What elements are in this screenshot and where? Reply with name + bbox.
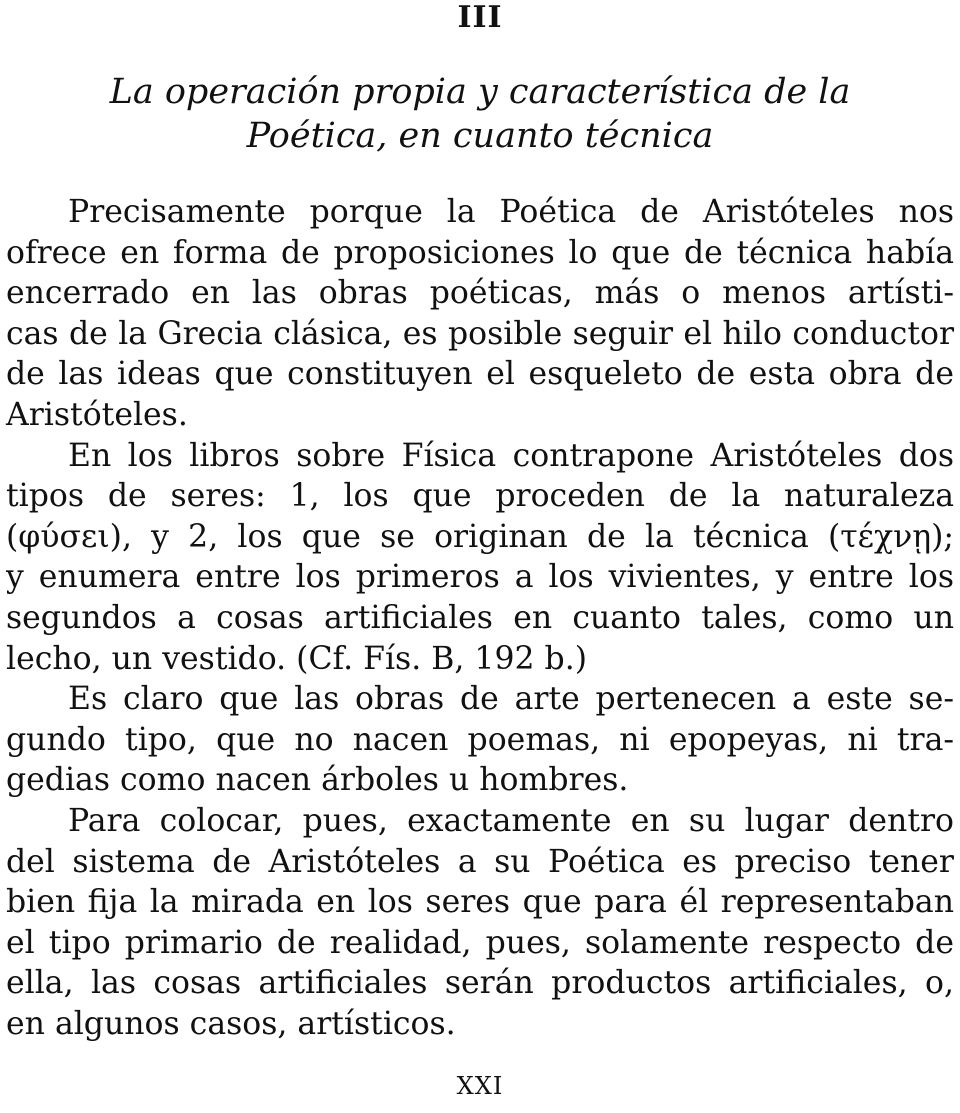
text-line: tipos de seres: 1, los que proceden de la naturaleza <box>6 478 954 515</box>
text-line: encerrado en las obras poéticas, más o menos artísti- <box>6 275 954 312</box>
text-line: lecho, un vestido. (Cf. Fís. B, 192 b.) <box>6 640 588 677</box>
body-text <box>6 192 954 1044</box>
text-line: Es claro que las obras de arte pertenecen a este se- <box>68 681 954 718</box>
text-line: en algunos casos, artísticos. <box>6 1005 456 1042</box>
text-line: Precisamente porque la Poética de Aristóteles nos <box>68 194 954 230</box>
text-line: segundos a cosas artificiales en cuanto tales, como un <box>6 599 954 636</box>
paragraph-4 <box>6 801 954 1045</box>
text-line: ella, las cosas artificiales serán productos artificiales, o, <box>6 965 954 1002</box>
text-line: cas de la Grecia clásica, es posible seguir el hilo conductor <box>6 315 954 352</box>
chapter-number: III <box>457 0 503 35</box>
page-number: XXI <box>456 1072 504 1100</box>
text-line: (φύσει), y 2, los que se originan de la técnica (τέχνῃ); <box>6 518 954 555</box>
chapter-title-line-1: La operación propia y característica de la <box>109 72 851 112</box>
chapter-title <box>60 70 900 158</box>
paragraph-2 <box>6 436 954 680</box>
text-line: gundo tipo, que no nacen poemas, ni epopeyas, ni tra- <box>6 721 954 758</box>
text-line: Para colocar, pues, exactamente en su lugar dentro <box>68 802 954 839</box>
text-line: gedias como nacen árboles u hombres. <box>6 762 629 799</box>
text-line: bien fija la mirada en los seres que para él representaban <box>6 884 954 921</box>
text-line: En los libros sobre Física contrapone Aristóteles dos <box>68 437 954 474</box>
text-line: del sistema de Aristóteles a su Poética es preciso tener <box>6 843 954 880</box>
text-line: Aristóteles. <box>6 396 188 433</box>
paragraph-1 <box>6 192 954 436</box>
text-line: el tipo primario de realidad, pues, solamente respecto de <box>6 924 954 961</box>
text-line: y enumera entre los primeros a los vivientes, y entre los <box>6 559 954 596</box>
text-line: de las ideas que constituyen el esqueleto de esta obra de <box>6 356 954 393</box>
text-line: ofrece en forma de proposiciones lo que de técnica había <box>6 234 954 271</box>
chapter-title-line-2: Poética, en cuanto técnica <box>246 116 714 156</box>
paragraph-3 <box>6 679 954 801</box>
